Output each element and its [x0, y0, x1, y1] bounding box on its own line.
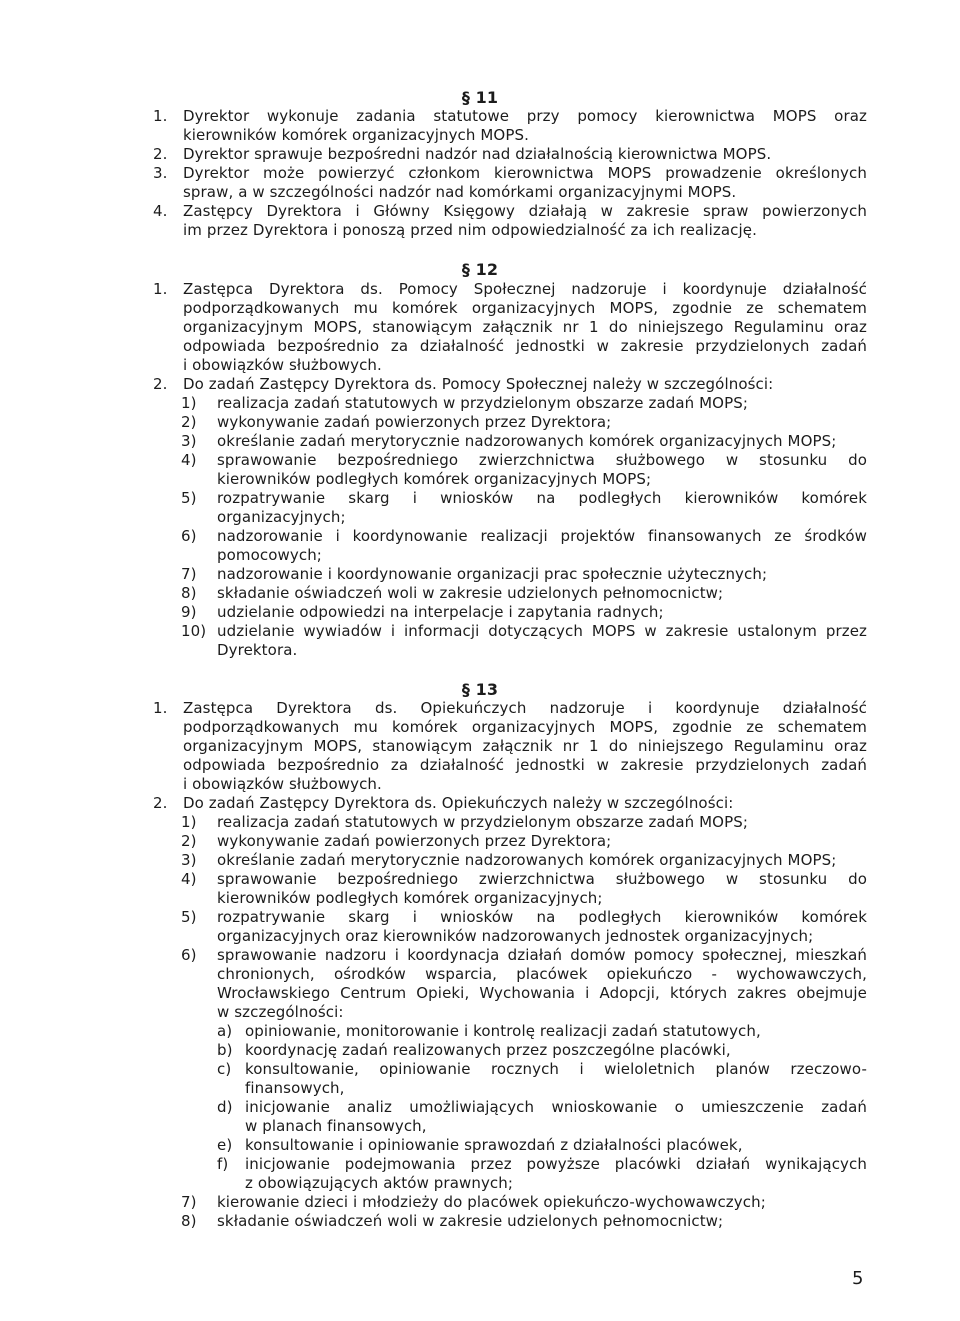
item-line: Zastępca Dyrektora ds. Opiekuńczych nadzoruje i koordynuje działalność — [183, 699, 867, 717]
subitem-line: nadzorowanie i koordynowanie organizacji prac społecznie użytecznych; — [217, 565, 768, 583]
subitem-line: realizacja zadań statutowych w przydzielonym obszarze zadań MOPS; — [217, 813, 749, 831]
item-number: 2. — [153, 145, 168, 163]
subitem-line: sprawowanie bezpośredniego zwierzchnictwa służbowego w stosunku do — [217, 451, 867, 469]
item-line: Dyrektor sprawuje bezpośredni nadzór nad działalnością kierownictwa MOPS. — [183, 145, 772, 163]
subitem-number: 5) — [181, 908, 197, 926]
item-line: i obowiązków służbowych. — [183, 775, 382, 793]
subitem-number: 9) — [181, 603, 197, 621]
item-line: organizacyjnym MOPS, stanowiącym załącznik nr 1 do niniejszego Regulaminu oraz — [183, 318, 867, 336]
item-line: i obowiązków służbowych. — [183, 356, 382, 374]
subitem-number: 6) — [181, 527, 197, 545]
item-line: podporządkowanych mu komórek organizacyjnych MOPS, zgodnie ze schematem — [183, 718, 867, 736]
subitem-line: w szczególności: — [217, 1003, 344, 1021]
letter-line: w planach finansowych, — [245, 1117, 427, 1135]
subitem-line: pomocowych; — [217, 546, 322, 564]
subitem-number: 6) — [181, 946, 197, 964]
subitem-number: 1) — [181, 394, 197, 412]
item-line: im przez Dyrektora i ponoszą przed nim odpowiedzialność za ich realizację. — [183, 221, 757, 239]
subitem-line: Dyrektora. — [217, 641, 298, 659]
subitem-line: chronionych, ośrodków wsparcia, placówek opiekuńczo - wychowawczych, — [217, 965, 867, 983]
subitem-number: 2) — [181, 413, 197, 431]
letter-line: finansowych, — [245, 1079, 345, 1097]
subitem-line: rozpatrywanie skarg i wniosków na podległych kierowników komórek — [217, 908, 867, 926]
section-title-12: § 12 — [461, 260, 499, 279]
subitem-line: Wrocławskiego Centrum Opieki, Wychowania i Adopcji, których zakres obejmuje — [217, 984, 867, 1002]
item-line: spraw, a w szczególności nadzór nad komórkami organizacyjnymi MOPS. — [183, 183, 737, 201]
subitem-number: 5) — [181, 489, 197, 507]
item-number: 2. — [153, 375, 168, 393]
letter-line: opiniowanie, monitorowanie i kontrolę realizacji zadań statutowych, — [245, 1022, 761, 1040]
subitem-line: organizacyjnych oraz kierowników nadzorowanych jednostek organizacyjnych; — [217, 927, 814, 945]
item-line: Do zadań Zastępcy Dyrektora ds. Opiekuńczych należy w szczególności: — [183, 794, 734, 812]
item-number: 4. — [153, 202, 168, 220]
letter-line: konsultowanie, opiniowanie rocznych i wieloletnich planów rzeczowo- — [245, 1060, 867, 1078]
item-line: podporządkowanych mu komórek organizacyjnych MOPS, zgodnie ze schematem — [183, 299, 867, 317]
subitem-number: 7) — [181, 1193, 197, 1211]
letter-number: c) — [217, 1060, 232, 1078]
subitem-number: 3) — [181, 432, 197, 450]
letter-number: b) — [217, 1041, 233, 1059]
section-title-11: § 11 — [461, 88, 499, 107]
item-line: odpowiada bezpośrednio za działalność jednostki w zakresie przydzielonych zadań — [183, 756, 867, 774]
letter-line: inicjowanie analiz umożliwiających wnioskowanie o umieszczenie zadań — [245, 1098, 867, 1116]
subitem-line: kierowanie dzieci i młodzieży do placówek opiekuńczo-wychowawczych; — [217, 1193, 766, 1211]
letter-line: konsultowanie i opiniowanie sprawozdań z działalności placówek, — [245, 1136, 743, 1154]
subitem-line: udzielanie wywiadów i informacji dotyczących MOPS w zakresie ustalonym przez — [217, 622, 867, 640]
subitem-line: sprawowanie nadzoru i koordynacja działań domów pomocy społecznej, mieszkań — [217, 946, 867, 964]
item-number: 2. — [153, 794, 168, 812]
subitem-line: udzielanie odpowiedzi na interpelacje i zapytania radnych; — [217, 603, 664, 621]
item-number: 1. — [153, 107, 168, 125]
item-line: Dyrektor wykonuje zadania statutowe przy pomocy kierownictwa MOPS oraz — [183, 107, 867, 125]
subitem-number: 8) — [181, 584, 197, 602]
subitem-line: realizacja zadań statutowych w przydzielonym obszarze zadań MOPS; — [217, 394, 749, 412]
subitem-line: organizacyjnych; — [217, 508, 346, 526]
letter-number: d) — [217, 1098, 233, 1116]
letter-line: koordynację zadań realizowanych przez poszczególne placówki, — [245, 1041, 731, 1059]
item-number: 1. — [153, 699, 168, 717]
subitem-number: 3) — [181, 851, 197, 869]
item-number: 1. — [153, 280, 168, 298]
subitem-line: kierowników podległych komórek organizacyjnych; — [217, 889, 603, 907]
letter-number: a) — [217, 1022, 233, 1040]
page-number: 5 — [852, 1268, 864, 1289]
item-number: 3. — [153, 164, 168, 182]
item-line: kierowników komórek organizacyjnych MOPS. — [183, 126, 529, 144]
subitem-number: 10) — [181, 622, 207, 640]
subitem-number: 8) — [181, 1212, 197, 1230]
subitem-line: określanie zadań merytorycznie nadzorowanych komórek organizacyjnych MOPS; — [217, 851, 837, 869]
letter-number: f) — [217, 1155, 229, 1173]
item-line: Dyrektor może powierzyć członkom kierownictwa MOPS prowadzenie określonych — [183, 164, 867, 182]
item-line: Zastępcy Dyrektora i Główny Księgowy działają w zakresie spraw powierzonych — [183, 202, 867, 220]
letter-number: e) — [217, 1136, 233, 1154]
subitem-line: składanie oświadczeń woli w zakresie udzielonych pełnomocnictw; — [217, 584, 724, 602]
subitem-line: wykonywanie zadań powierzonych przez Dyrektora; — [217, 832, 612, 850]
subitem-number: 4) — [181, 870, 197, 888]
letter-line: inicjowanie podejmowania przez powyższe placówki działań wynikających — [245, 1155, 867, 1173]
item-line: Zastępca Dyrektora ds. Pomocy Społecznej nadzoruje i koordynuje działalność — [183, 280, 867, 298]
item-line: organizacyjnym MOPS, stanowiącym załącznik nr 1 do niniejszego Regulaminu oraz — [183, 737, 867, 755]
subitem-line: kierowników podległych komórek organizacyjnych MOPS; — [217, 470, 652, 488]
subitem-line: składanie oświadczeń woli w zakresie udzielonych pełnomocnictw; — [217, 1212, 724, 1230]
letter-line: z obowiązujących aktów prawnych; — [245, 1174, 514, 1192]
section-title-13: § 13 — [461, 680, 499, 699]
subitem-line: nadzorowanie i koordynowanie realizacji projektów finansowanych ze środków — [217, 527, 867, 545]
subitem-number: 2) — [181, 832, 197, 850]
item-line: Do zadań Zastępcy Dyrektora ds. Pomocy Społecznej należy w szczególności: — [183, 375, 774, 393]
subitem-line: wykonywanie zadań powierzonych przez Dyrektora; — [217, 413, 612, 431]
subitem-line: określanie zadań merytorycznie nadzorowanych komórek organizacyjnych MOPS; — [217, 432, 837, 450]
subitem-number: 7) — [181, 565, 197, 583]
item-line: odpowiada bezpośrednio za działalność jednostki w zakresie przydzielonych zadań — [183, 337, 867, 355]
subitem-number: 4) — [181, 451, 197, 469]
subitem-line: rozpatrywanie skarg i wniosków na podległych kierowników komórek — [217, 489, 867, 507]
subitem-number: 1) — [181, 813, 197, 831]
subitem-line: sprawowanie bezpośredniego zwierzchnictwa służbowego w stosunku do — [217, 870, 867, 888]
